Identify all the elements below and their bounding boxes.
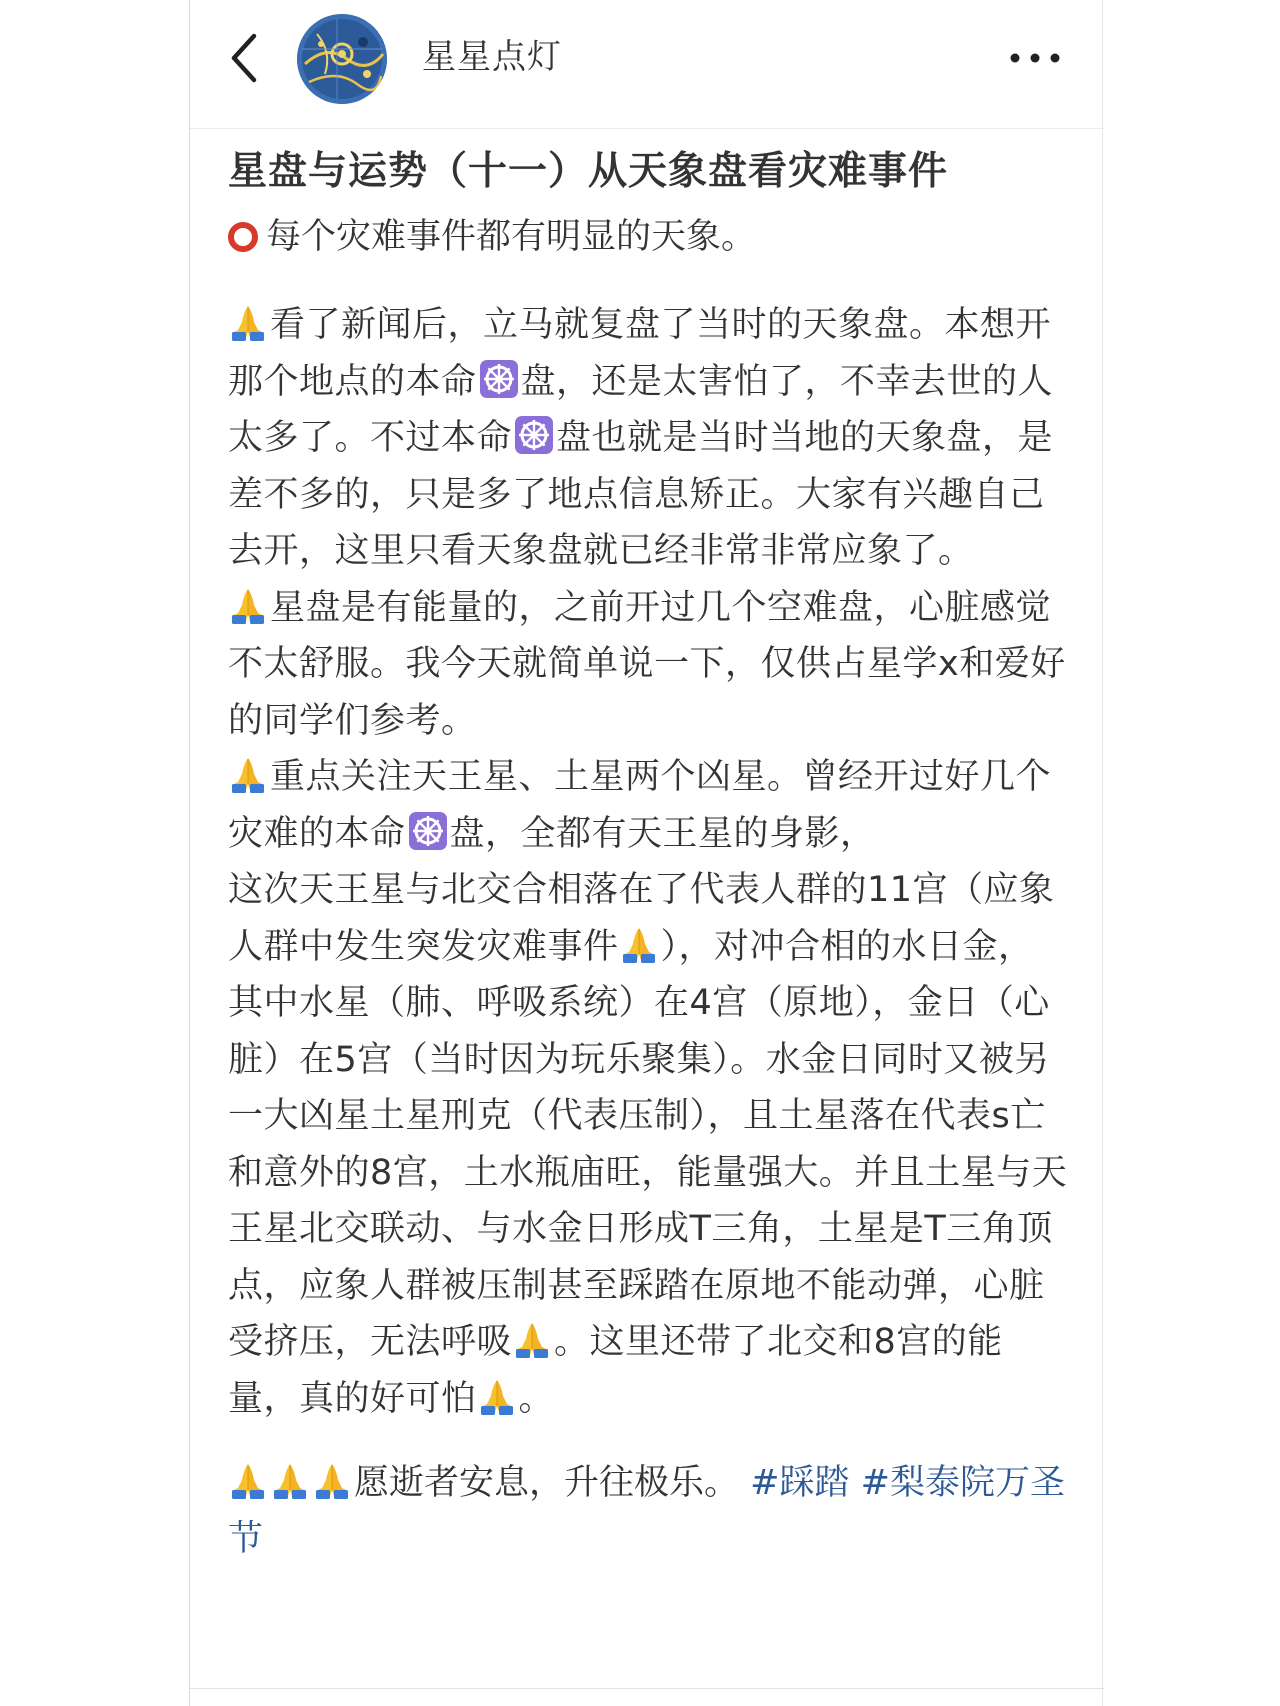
more-dots-icon xyxy=(1005,40,1065,76)
dharma-wheel-icon xyxy=(514,415,554,455)
hashtag-link[interactable]: #梨泰院万圣节 xyxy=(228,1463,1065,1559)
paragraph-3-text-b: 盘，全都有天王星的身影， xyxy=(449,813,876,854)
closing-line xyxy=(228,1455,1068,1567)
post-content xyxy=(228,145,1068,1567)
paragraph-1 xyxy=(228,297,1068,580)
post-subtitle xyxy=(228,213,1068,261)
praying-hands-icon xyxy=(228,585,268,625)
dharma-wheel-icon xyxy=(408,811,448,851)
post-body xyxy=(228,297,1068,1427)
avatar-image xyxy=(297,14,387,104)
praying-hands-icon xyxy=(228,1460,268,1500)
avatar[interactable] xyxy=(297,14,387,104)
post-title: 星盘与运势（十一）从天象盘看灾难事件 xyxy=(228,149,949,194)
account-name[interactable]: 星星点灯 xyxy=(422,37,562,77)
paragraph-2-text: 星盘是有能量的，之前开过几个空难盘，心脏感觉不太舒服。我今天就简单说一下，仅供占星学x和爱好的同学们参考。 xyxy=(228,587,1066,741)
paragraph-3-text-a: 重点关注天王星、土星两个凶星。曾经开过好几个灾难的本命 xyxy=(228,757,1052,854)
praying-hands-icon xyxy=(228,754,268,794)
subtitle-text: 每个灾难事件都有明显的天象。 xyxy=(266,217,757,257)
back-button[interactable] xyxy=(224,30,264,86)
paragraph-3-text-c: 这次天王星与北交合相落在了代表人群的11宫（应象人群中发生突发灾难事件 xyxy=(228,870,1055,967)
dharma-wheel-icon xyxy=(479,359,519,399)
post-screen xyxy=(189,0,1103,1706)
hashtag-link[interactable]: #踩踏 xyxy=(750,1463,850,1503)
paragraph-1-text-a: 看了新闻后，立马就复盘了当时的天象盘。本想开那个地点的本命 xyxy=(228,305,1052,402)
paragraph-1-text-b: 盘，还是太害怕了，不幸去世的人太多了。不过本命 xyxy=(228,361,1054,458)
praying-hands-icon xyxy=(228,302,268,342)
paragraph-3-text-d: ），对冲合相的水日金，其中水星（肺、呼吸系统）在4宫（原地），金日（心脏）在5宫（当时因为玩乐聚集）。水金日同时又被另一大凶星土星刑克（代表压制），且土星落在代表s亡和意外的8宫，土水瓶庙旺，能量强大。并且土星与天王星北交联动、与水金日形成T三角，土星是T三角顶点，应象人群被压制甚至踩踏在原地不能动弹，心脏受挤压，无法呼吸 xyxy=(228,926,1068,1362)
praying-hands-icon xyxy=(270,1460,310,1500)
praying-hands-icon xyxy=(619,924,659,964)
paragraph-3-text-e: 。这里还带了北交和8宫的能量，真的好可怕 xyxy=(228,1322,1003,1419)
paragraph-3 xyxy=(228,749,1068,1427)
paragraph-1-text-c: 盘也就是当时当地的天象盘，是差不多的，只是多了地点信息矫正。大家有兴趣自己去开，这里只看天象盘就已经非常非常应象了。 xyxy=(228,418,1054,571)
praying-hands-icon xyxy=(477,1376,517,1416)
chevron-left-icon xyxy=(224,30,264,86)
paragraph-2 xyxy=(228,580,1068,750)
paragraph-3-text-f: 。 xyxy=(518,1378,555,1419)
more-options-button[interactable] xyxy=(1005,40,1065,76)
closing-text: 愿逝者安息，升往极乐。 xyxy=(354,1463,740,1503)
red-circle-icon xyxy=(228,222,258,252)
divider xyxy=(190,1688,1104,1689)
praying-hands-icon xyxy=(512,1319,552,1359)
top-bar xyxy=(190,0,1104,129)
praying-hands-icon xyxy=(312,1460,352,1500)
